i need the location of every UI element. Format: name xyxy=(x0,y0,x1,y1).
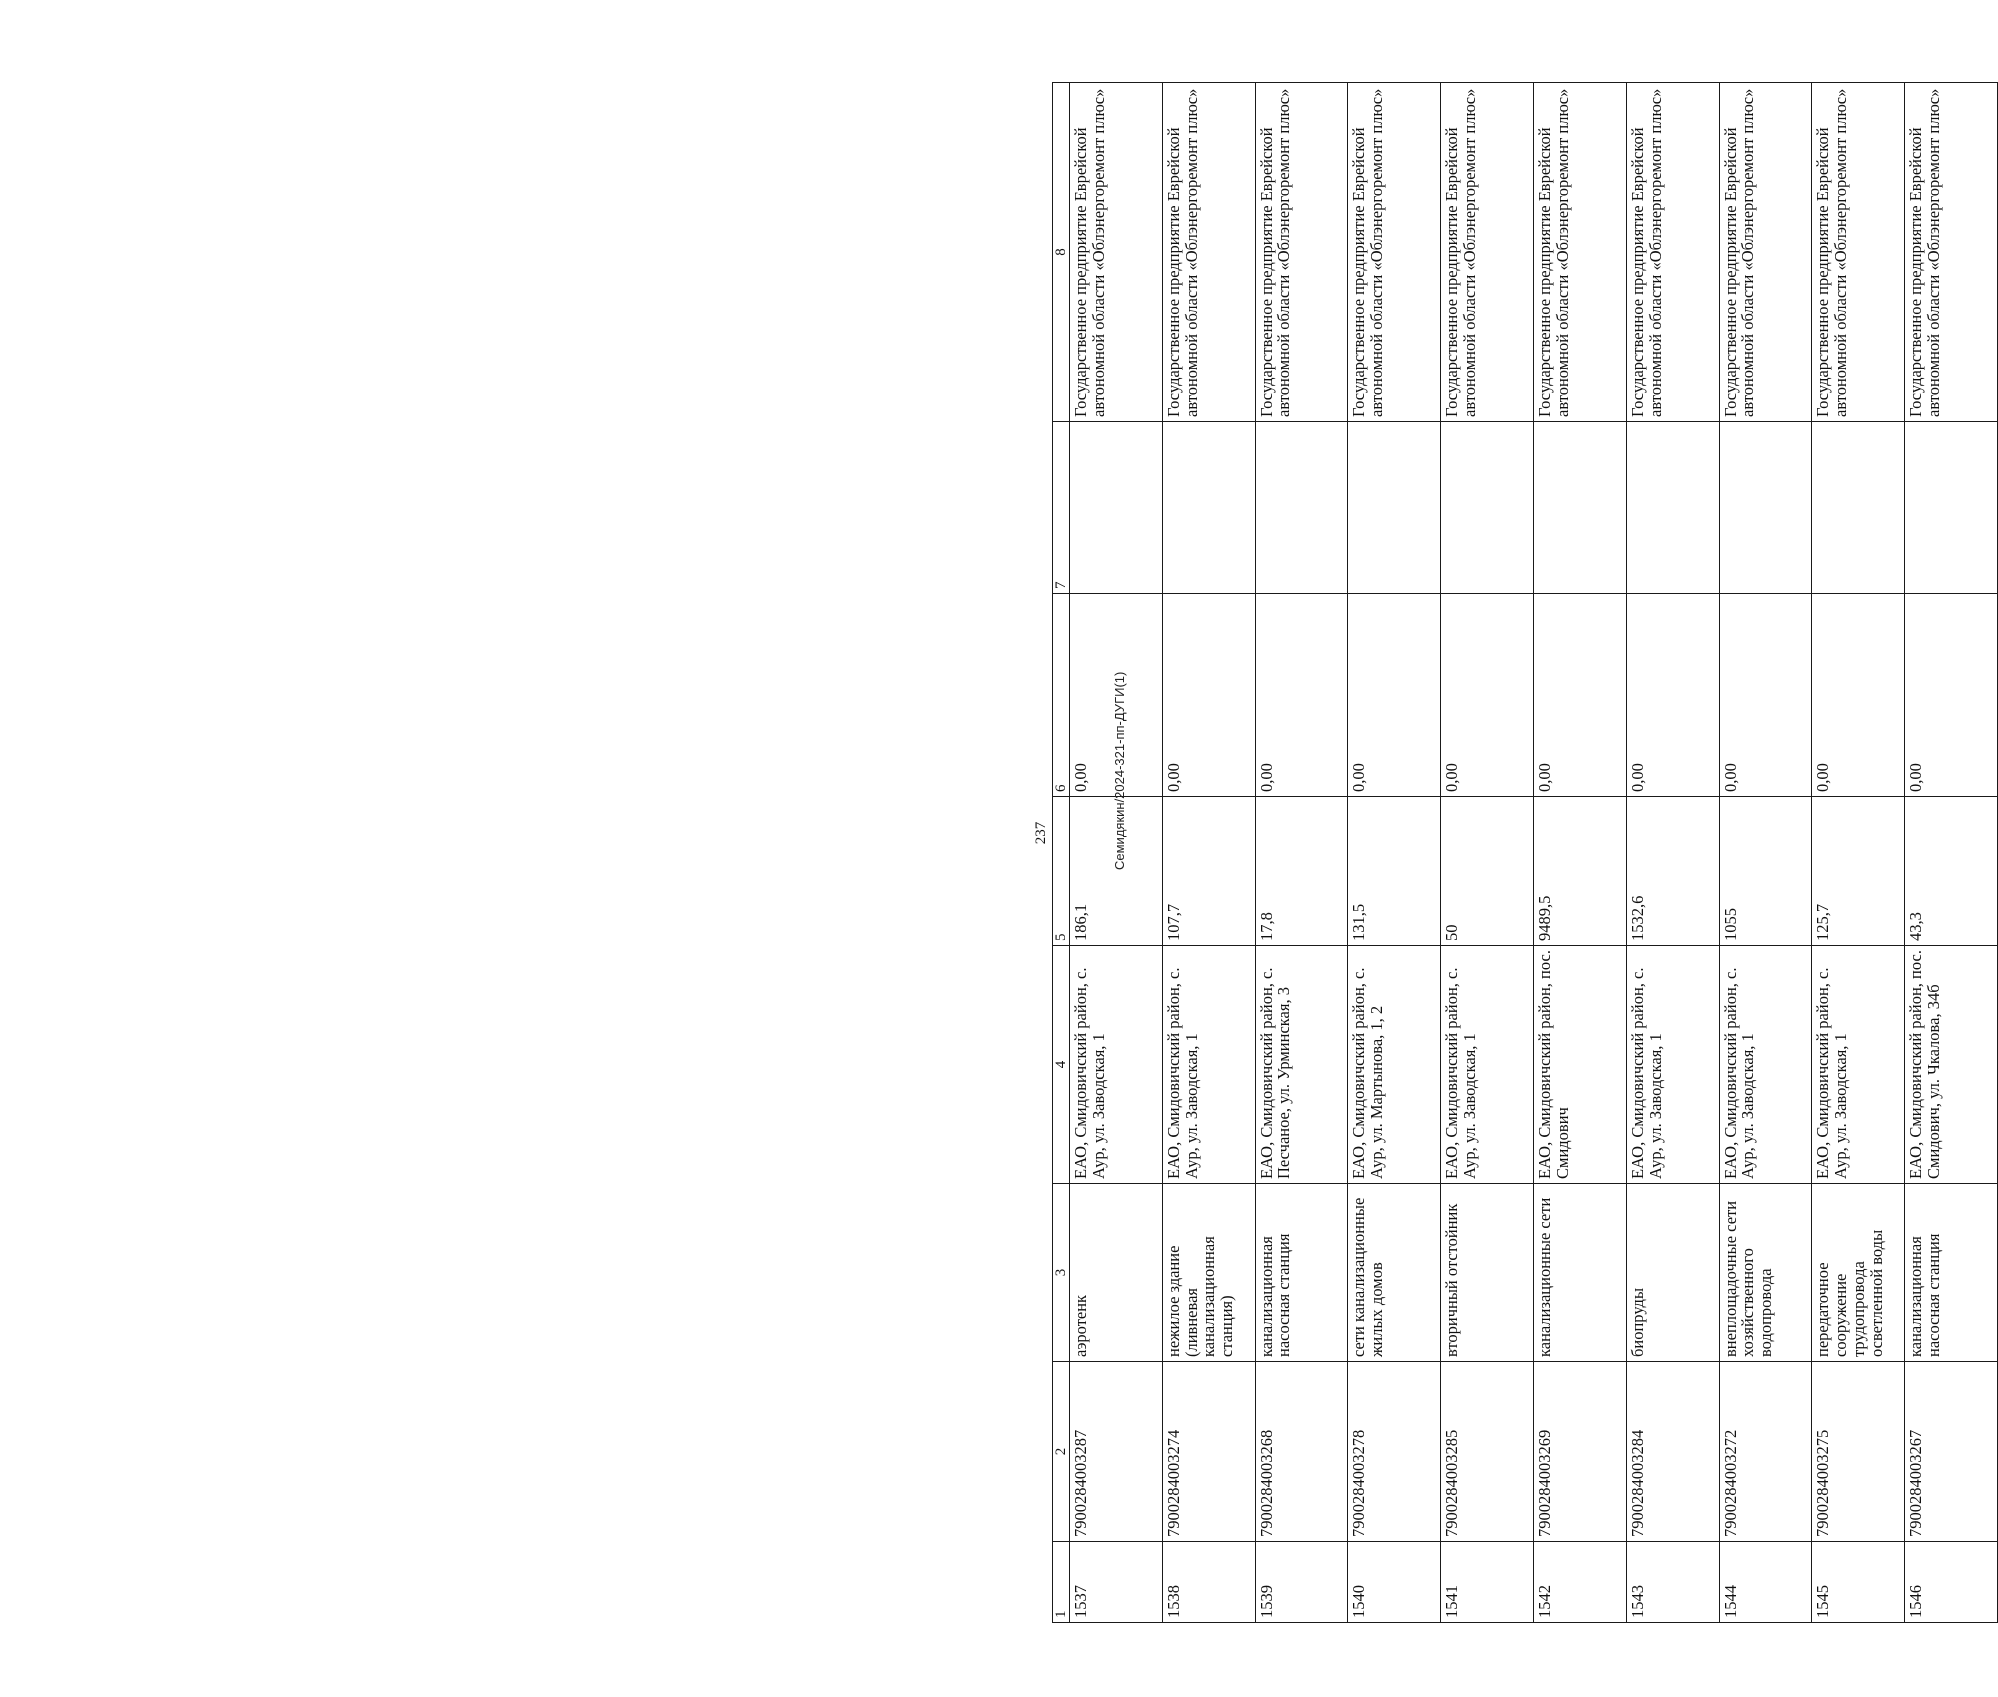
cell-object-name: канализационная насосная станция xyxy=(1905,1184,1998,1362)
cell-object-name: внеплощадочные сети хозяйственного водопровода xyxy=(1719,1184,1812,1362)
cell-holder: Государственное предприятие Еврейской автономной области «Облэнергоремонт плюс» xyxy=(1905,83,1998,422)
cell-value-6: 0,00 xyxy=(1719,594,1812,797)
cell-object-name: вторичный отстойник xyxy=(1441,1184,1534,1362)
cell-holder: Государственное предприятие Еврейской автономной области «Облэнергоремонт плюс» xyxy=(1441,83,1534,422)
cell-value-6: 0,00 xyxy=(1626,594,1719,797)
cell-value-6: 0,00 xyxy=(1348,594,1441,797)
cell-cadastral-code: 7900284003284 xyxy=(1626,1362,1719,1542)
cell-holder: Государственное предприятие Еврейской автономной области «Облэнергоремонт плюс» xyxy=(1255,83,1348,422)
cell-address: ЕАО, Смидовичский район, пос. Смидович xyxy=(1533,946,1626,1184)
column-header: 8 xyxy=(1053,83,1070,422)
column-header: 5 xyxy=(1053,797,1070,946)
footer-wrap xyxy=(1112,350,1132,870)
cell-value-7 xyxy=(1812,422,1905,594)
cell-value-5: 1532,6 xyxy=(1626,797,1719,946)
page-number: 237 xyxy=(1033,821,1049,845)
table-row xyxy=(1255,83,1348,1623)
table-row xyxy=(1533,83,1626,1623)
cell-cadastral-code: 7900284003274 xyxy=(1162,1362,1255,1542)
cell-value-7 xyxy=(1533,422,1626,594)
cell-holder: Государственное предприятие Еврейской автономной области «Облэнергоремонт плюс» xyxy=(1162,83,1255,422)
cell-value-6: 0,00 xyxy=(1905,594,1998,797)
registry-rows xyxy=(1070,83,1998,1623)
document-code: Семидякин/2024-321-пп-ДУГИ(1) xyxy=(1112,671,1127,870)
cell-cadastral-code: 7900284003275 xyxy=(1812,1362,1905,1542)
column-header: 2 xyxy=(1053,1362,1070,1542)
table-row xyxy=(1812,83,1905,1623)
cell-value-6: 0,00 xyxy=(1162,594,1255,797)
cell-number: 1541 xyxy=(1441,1542,1534,1623)
table-row xyxy=(1162,83,1255,1623)
cell-cadastral-code: 7900284003278 xyxy=(1348,1362,1441,1542)
cell-cadastral-code: 7900284003268 xyxy=(1255,1362,1348,1542)
cell-value-7 xyxy=(1719,422,1812,594)
cell-value-6: 0,00 xyxy=(1812,594,1905,797)
cell-value-5: 9489,5 xyxy=(1533,797,1626,946)
cell-object-name: сети канализационные жилых домов xyxy=(1348,1184,1441,1362)
property-registry-table xyxy=(1052,82,1998,1623)
cell-value-7 xyxy=(1162,422,1255,594)
cell-address: ЕАО, Смидовичский район, с. Аур, ул. Заводская, 1 xyxy=(1070,946,1163,1184)
cell-cadastral-code: 7900284003272 xyxy=(1719,1362,1812,1542)
column-header: 3 xyxy=(1053,1184,1070,1362)
column-header: 1 xyxy=(1053,1542,1070,1623)
cell-holder: Государственное предприятие Еврейской автономной области «Облэнергоремонт плюс» xyxy=(1812,83,1905,422)
cell-value-5: 125,7 xyxy=(1812,797,1905,946)
column-header: 4 xyxy=(1053,946,1070,1184)
table-row xyxy=(1348,83,1441,1623)
cell-holder: Государственное предприятие Еврейской автономной области «Облэнергоремонт плюс» xyxy=(1626,83,1719,422)
cell-object-name: передаточное сооружение трудопровода осветленной воды xyxy=(1812,1184,1905,1362)
cell-cadastral-code: 7900284003269 xyxy=(1533,1362,1626,1542)
cell-object-name: биопруды xyxy=(1626,1184,1719,1362)
cell-value-5: 186,1 xyxy=(1070,797,1163,946)
cell-address: ЕАО, Смидовичский район, с. Аур, ул. Заводская, 1 xyxy=(1719,946,1812,1184)
cell-address: ЕАО, Смидовичский район, с. Аур, ул. Заводская, 1 xyxy=(1812,946,1905,1184)
table-row xyxy=(1626,83,1719,1623)
column-header: 6 xyxy=(1053,594,1070,797)
rotated-page xyxy=(1030,83,1998,1623)
cell-value-6: 0,00 xyxy=(1533,594,1626,797)
cell-value-7 xyxy=(1626,422,1719,594)
cell-address: ЕАО, Смидовичский район, с. Аур, ул. Заводская, 1 xyxy=(1441,946,1534,1184)
cell-number: 1540 xyxy=(1348,1542,1441,1623)
cell-value-5: 50 xyxy=(1441,797,1534,946)
cell-number: 1545 xyxy=(1812,1542,1905,1623)
cell-cadastral-code: 7900284003285 xyxy=(1441,1362,1534,1542)
cell-value-7 xyxy=(1348,422,1441,594)
cell-value-5: 131,5 xyxy=(1348,797,1441,946)
cell-value-6: 0,00 xyxy=(1441,594,1534,797)
cell-holder: Государственное предприятие Еврейской автономной области «Облэнергоремонт плюс» xyxy=(1719,83,1812,422)
cell-number: 1537 xyxy=(1070,1542,1163,1623)
cell-number: 1543 xyxy=(1626,1542,1719,1623)
cell-number: 1538 xyxy=(1162,1542,1255,1623)
table-row xyxy=(1719,83,1812,1623)
cell-number: 1542 xyxy=(1533,1542,1626,1623)
cell-object-name: канализационные сети xyxy=(1533,1184,1626,1362)
cell-cadastral-code: 7900284003267 xyxy=(1905,1362,1998,1542)
cell-address: ЕАО, Смидовичский район, с. Аур, ул. Заводская, 1 xyxy=(1626,946,1719,1184)
cell-holder: Государственное предприятие Еврейской автономной области «Облэнергоремонт плюс» xyxy=(1348,83,1441,422)
cell-value-5: 43,3 xyxy=(1905,797,1998,946)
table-row xyxy=(1905,83,1998,1623)
cell-object-name: канализационная насосная станция xyxy=(1255,1184,1348,1362)
cell-value-6: 0,00 xyxy=(1255,594,1348,797)
cell-address: ЕАО, Смидовичский район, пос. Смидович, ул. Чкалова, 34б xyxy=(1905,946,1998,1184)
cell-cadastral-code: 7900284003287 xyxy=(1070,1362,1163,1542)
cell-holder: Государственное предприятие Еврейской автономной области «Облэнергоремонт плюс» xyxy=(1070,83,1163,422)
column-header: 7 xyxy=(1053,422,1070,594)
cell-address: ЕАО, Смидовичский район, с. Аур, ул. Заводская, 1 xyxy=(1162,946,1255,1184)
cell-value-5: 17,8 xyxy=(1255,797,1348,946)
cell-holder: Государственное предприятие Еврейской автономной области «Облэнергоремонт плюс» xyxy=(1533,83,1626,422)
table-row xyxy=(1441,83,1534,1623)
cell-number: 1544 xyxy=(1719,1542,1812,1623)
cell-object-name: нежилое здание (ливневая канализационная станция) xyxy=(1162,1184,1255,1362)
cell-value-7 xyxy=(1255,422,1348,594)
cell-value-6: 0,00 xyxy=(1070,594,1163,797)
cell-number: 1546 xyxy=(1905,1542,1998,1623)
cell-value-7 xyxy=(1905,422,1998,594)
cell-number: 1539 xyxy=(1255,1542,1348,1623)
cell-value-7 xyxy=(1441,422,1534,594)
cell-address: ЕАО, Смидовичский район, с. Аур, ул. Мартынова, 1, 2 xyxy=(1348,946,1441,1184)
cell-address: ЕАО, Смидовичский район, с. Песчаное, ул. Урминская, 3 xyxy=(1255,946,1348,1184)
cell-value-5: 107,7 xyxy=(1162,797,1255,946)
cell-value-5: 1055 xyxy=(1719,797,1812,946)
column-number-row xyxy=(1053,83,1070,1623)
cell-object-name: аэротенк xyxy=(1070,1184,1163,1362)
